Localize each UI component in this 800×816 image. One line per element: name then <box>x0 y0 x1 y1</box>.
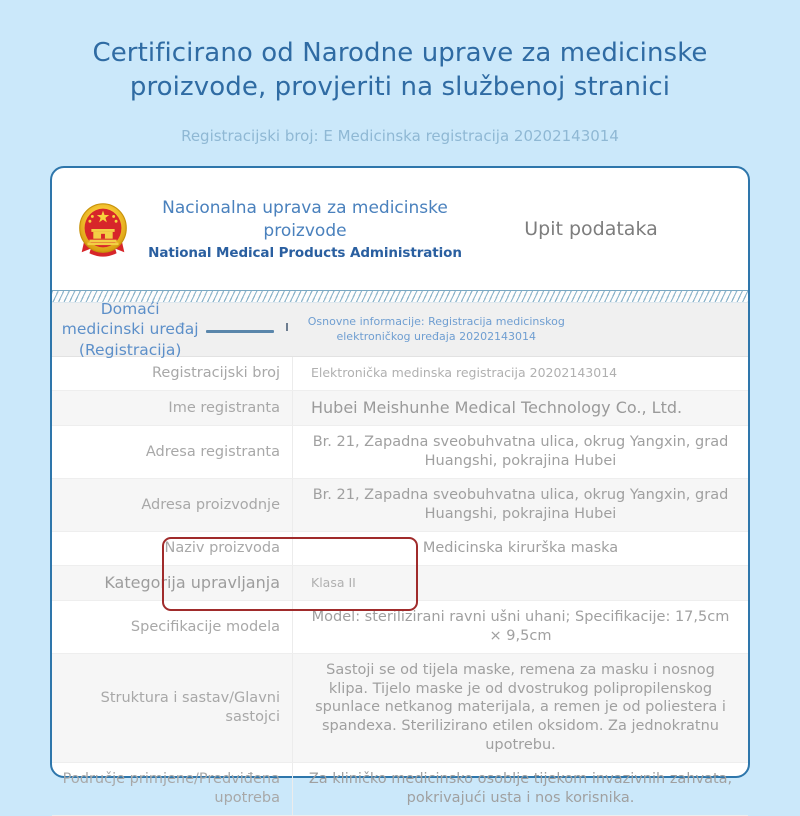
summary-info-text: Osnovne informacije: Registracija medicinskog elektroničkog uređaja 20202143014 <box>307 314 565 343</box>
table-row <box>52 601 748 654</box>
row-value: Hubei Meishunhe Medical Technology Co., Ltd. <box>293 390 749 426</box>
row-label: Područje primjene/Predviđena upotreba <box>52 762 293 815</box>
organization-name-block <box>134 197 470 262</box>
row-label: Registracijski broj <box>52 357 293 390</box>
row-value: Medicinska kirurška maska <box>293 531 749 565</box>
table-row <box>52 479 748 532</box>
row-label: Specifikacije modela <box>52 601 293 654</box>
table-body <box>52 357 748 815</box>
row-label: Kategorija upravljanja <box>52 565 293 600</box>
summary-band <box>52 300 748 359</box>
row-label: Struktura i sastav/Glavni sastojci <box>52 653 293 762</box>
summary-underline <box>206 330 274 333</box>
table-row <box>52 653 748 762</box>
table-row <box>52 390 748 426</box>
row-value: Model: sterilizirani ravni ušni uhani; Specifikacije: 17,5cm × 9,5cm <box>293 601 749 654</box>
table-row <box>52 762 748 815</box>
table-row <box>52 357 748 390</box>
row-value: Za kliničko medicinsko osoblje tijekom invazivnih zahvata, pokrivajući usta i nos korisnika. <box>293 762 749 815</box>
row-label: Adresa registranta <box>52 426 293 479</box>
row-value: Sastoji se od tijela maske, remena za masku i nosnog klipa. Tijelo maske je od dvostrukog polipropilenskog spunlace netkanog materijala, a remen je od poliestera i spandexa. Sterilizirano etilen oksidom. Za jednokratnu upotrebu. <box>293 653 749 762</box>
row-label: Ime registranta <box>52 390 293 426</box>
query-data-button[interactable]: Upit podataka <box>524 217 658 240</box>
row-value: Br. 21, Zapadna sveobuhvatna ulica, okrug Yangxin, grad Huangshi, pokrajina Hubei <box>293 426 749 479</box>
table-row-product-name <box>52 531 748 565</box>
org-name-english: National Medical Products Administration <box>148 245 462 262</box>
table-row <box>52 426 748 479</box>
summary-divider-marks <box>202 303 282 356</box>
page-header <box>0 0 800 145</box>
row-value: Klasa II <box>293 565 749 600</box>
row-label: Adresa proizvodnje <box>52 479 293 532</box>
card-header <box>52 168 748 290</box>
china-national-emblem-icon <box>72 198 134 260</box>
certificate-card <box>50 166 750 806</box>
summary-tick-mark <box>286 323 288 331</box>
table-row-management-category <box>52 565 748 600</box>
page-subtitle: Registracijski broj: E Medicinska registracija 20202143014 <box>181 126 619 145</box>
row-label: Naziv proizvoda <box>52 531 293 565</box>
summary-label: Domaći medicinski uređaj (Registracija) <box>61 300 199 359</box>
org-name-local: Nacionalna uprava za medicinske proizvode <box>162 197 448 241</box>
page-title: Certificirano od Narodne uprave za medicinske proizvode, provjeriti na službenoj stranici <box>92 38 708 103</box>
row-value: Elektronička medinska registracija 20202143014 <box>293 357 749 390</box>
registration-details-table <box>52 357 748 816</box>
row-value: Br. 21, Zapadna sveobuhvatna ulica, okrug Yangxin, grad Huangshi, pokrajina Hubei <box>293 479 749 532</box>
